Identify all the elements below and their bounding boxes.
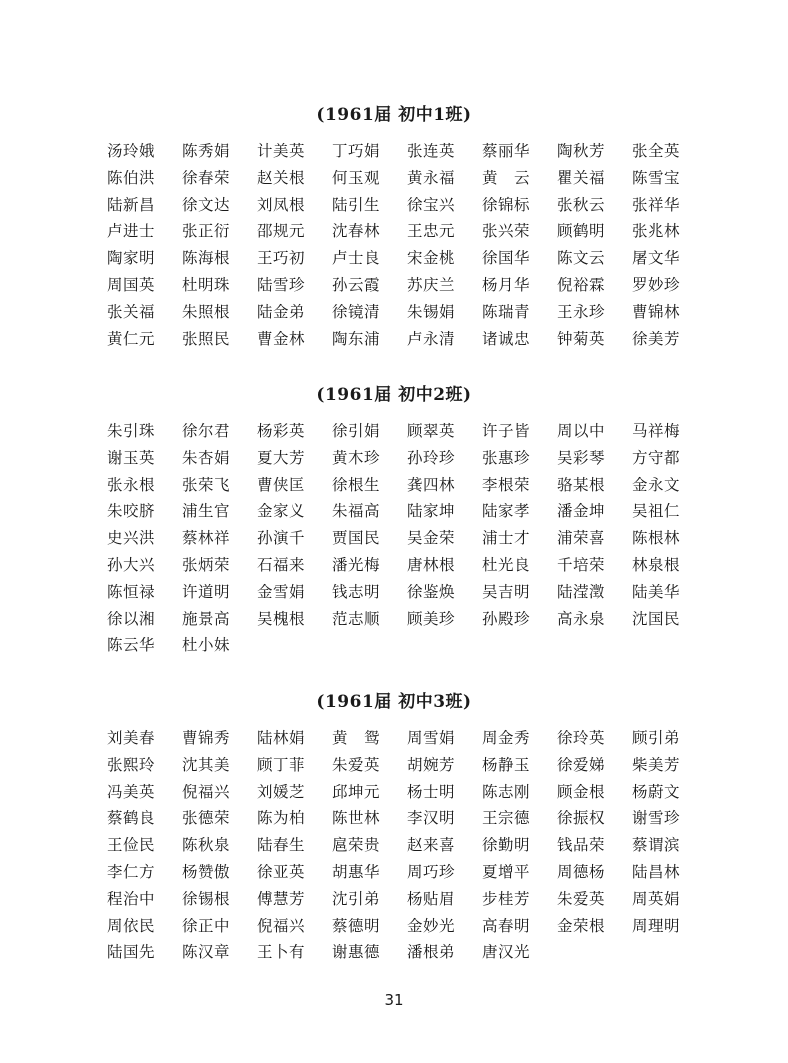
student-name: 吴彩琴 [557,448,606,467]
student-name: 张照民 [182,329,231,348]
student-name: 李根荣 [482,475,531,494]
name-row [107,632,707,659]
name-list-class-2 [107,418,707,659]
student-name: 顾翠英 [407,422,456,440]
student-name: 王忠元 [407,222,456,241]
student-name: 沈其美 [182,755,231,774]
student-name: 金妙光 [407,916,456,935]
student-name: 陆滢澂 [557,582,606,601]
student-name: 骆某根 [557,475,606,494]
student-name: 张德荣 [182,809,231,828]
student-name: 徐文达 [182,195,231,214]
name-row [107,299,707,326]
student-name: 邵规元 [257,222,306,241]
student-name: 宋金桃 [407,249,456,268]
student-name: 何玉观 [332,168,381,187]
section-title-class-3: (1961届 初中3班) [316,692,472,712]
student-name: 潘根弟 [407,943,456,962]
student-name: 张惠珍 [482,448,531,467]
student-name: 胡惠华 [332,862,381,881]
student-name: 曹锦林 [632,302,681,321]
student-name: 黄仁元 [107,329,156,348]
student-name: 徐根生 [332,475,381,494]
student-name: 金雪娟 [257,582,306,601]
student-name: 陆新昌 [107,195,156,214]
student-name: 张祥华 [632,195,681,214]
student-name: 张关福 [107,302,156,321]
student-name: 苏庆兰 [407,275,456,294]
student-name: 金家义 [257,502,306,521]
student-name: 徐锦标 [482,195,531,214]
section-title-class-1: (1961届 初中1班) [316,105,472,125]
student-name: 林泉根 [632,555,681,574]
student-name: 罗妙珍 [632,275,681,294]
student-name: 朱引珠 [107,422,156,440]
student-name: 周英娟 [632,889,681,908]
student-name: 吴槐根 [257,609,306,628]
name-row [107,418,707,445]
student-name: 潘金坤 [557,502,606,521]
student-name: 陶东浦 [332,329,381,348]
student-name: 范志顺 [332,609,381,628]
student-name: 徐以湘 [107,609,156,628]
student-name: 胡婉芳 [407,755,456,774]
student-name: 陆林娟 [257,729,306,747]
student-name: 施景高 [182,609,231,628]
name-row [107,805,707,832]
name-row [107,525,707,552]
student-name: 吴金荣 [407,529,456,548]
student-name: 陆引生 [332,195,381,214]
student-name: 邱坤元 [332,782,381,801]
student-name: 浦士才 [482,529,531,548]
student-name: 陈秋泉 [182,836,231,855]
student-name: 曹金林 [257,329,306,348]
student-name: 金永文 [632,475,681,494]
student-name: 顾鹤明 [557,222,606,241]
student-name: 李仁方 [107,862,156,881]
name-row [107,606,707,633]
student-name: 马祥梅 [632,422,681,440]
student-name: 石福来 [257,555,306,574]
name-row [107,245,707,272]
student-name: 夏增平 [482,862,531,881]
student-name: 陈瑞青 [482,302,531,321]
student-name: 计美英 [257,142,306,160]
name-row [107,218,707,245]
student-name: 张兴荣 [482,222,531,241]
name-row [107,579,707,606]
student-name: 浦荣喜 [557,529,606,548]
student-name: 沈国民 [632,609,681,628]
student-name: 陆雪珍 [257,275,306,294]
student-name: 吴吉明 [482,582,531,601]
student-name: 黄 云 [482,168,531,187]
student-name: 扈荣贵 [332,836,381,855]
student-name: 周金秀 [482,729,531,747]
student-name: 谢惠德 [332,943,381,962]
student-name: 朱爱英 [557,889,606,908]
student-name: 谢玉英 [107,448,156,467]
name-row [107,779,707,806]
student-name: 王俭民 [107,836,156,855]
name-row [107,725,707,752]
student-name: 杨赞傲 [182,862,231,881]
student-name: 张秋云 [557,195,606,214]
name-list-class-1 [107,138,707,352]
student-name: 钱品荣 [557,836,606,855]
student-name: 许道明 [182,582,231,601]
student-name: 张炳荣 [182,555,231,574]
student-name: 陆国先 [107,943,156,962]
student-name: 曹锦秀 [182,729,231,747]
student-name: 陆家坤 [407,502,456,521]
name-row [107,886,707,913]
student-name: 陈文云 [557,249,606,268]
student-name: 朱福高 [332,502,381,521]
student-name: 杨月华 [482,275,531,294]
student-name: 朱锡娟 [407,302,456,321]
student-name: 蔡德明 [332,916,381,935]
name-row [107,445,707,472]
student-name: 张熙玲 [107,755,156,774]
student-name: 徐宝兴 [407,195,456,214]
student-name: 陈云华 [107,636,156,655]
student-name: 浦生官 [182,502,231,521]
student-name: 钱志明 [332,582,381,601]
student-name: 倪裕霖 [557,275,606,294]
student-name: 千培荣 [557,555,606,574]
student-name: 蔡谓滨 [632,836,681,855]
student-name: 卢士良 [332,249,381,268]
student-name: 徐玲英 [557,729,606,747]
student-name: 杨彩英 [257,422,306,440]
name-row [107,752,707,779]
student-name: 陶秋芳 [557,142,606,160]
student-name: 孙云霞 [332,275,381,294]
student-name: 屠文华 [632,249,681,268]
student-name: 高永泉 [557,609,606,628]
student-name: 王巧初 [257,249,306,268]
student-name: 徐振权 [557,809,606,828]
student-name: 夏大芳 [257,448,306,467]
student-name: 徐爱娣 [557,755,606,774]
name-row [107,498,707,525]
student-name: 徐镜清 [332,302,381,321]
student-name: 沈春林 [332,222,381,241]
student-name: 陈汉章 [182,943,231,962]
name-row [107,859,707,886]
student-name: 杨贴眉 [407,889,456,908]
student-name: 陆昌林 [632,862,681,881]
student-name: 杨士明 [407,782,456,801]
page-number: 31 [384,991,404,1009]
student-name: 步桂芳 [482,889,531,908]
student-name: 徐亚英 [257,862,306,881]
student-name: 唐林根 [407,555,456,574]
student-name: 张永根 [107,475,156,494]
student-name: 周以中 [557,422,606,440]
student-name: 徐鉴焕 [407,582,456,601]
student-name: 丁巧娟 [332,142,381,160]
student-name: 李汉明 [407,809,456,828]
student-name: 王永珍 [557,302,606,321]
student-name: 顾金根 [557,782,606,801]
student-name: 张连英 [407,142,456,160]
student-name: 卢永清 [407,329,456,348]
name-row [107,272,707,299]
name-row [107,165,707,192]
name-row [107,472,707,499]
student-name: 许子皆 [482,422,531,440]
student-name: 倪福兴 [257,916,306,935]
student-name: 周巧珍 [407,862,456,881]
student-name: 朱爱英 [332,755,381,774]
student-name: 诸诚忠 [482,329,531,348]
student-name: 陈为柏 [257,809,306,828]
student-name: 傅慧芳 [257,889,306,908]
section-title-class-2: (1961届 初中2班) [316,385,472,405]
student-name: 王卜有 [257,943,306,962]
student-name: 陆美华 [632,582,681,601]
student-name: 顾引弟 [632,729,681,747]
student-name: 谢雪珍 [632,809,681,828]
student-name: 吴祖仁 [632,502,681,521]
name-row [107,138,707,165]
student-name: 陶家明 [107,249,156,268]
student-name: 孙大兴 [107,555,156,574]
student-name: 史兴洪 [107,529,156,548]
student-name: 唐汉光 [482,943,531,962]
student-name: 张兆林 [632,222,681,241]
student-name: 陈秀娟 [182,142,231,160]
student-name: 朱杏娟 [182,448,231,467]
student-name: 杜小妹 [182,636,231,655]
student-name: 程治中 [107,889,156,908]
student-name: 周依民 [107,916,156,935]
student-name: 杨蔚文 [632,782,681,801]
student-name: 刘美春 [107,729,156,747]
student-name: 黄 鸳 [332,729,381,747]
name-row [107,192,707,219]
student-name: 赵关根 [257,168,306,187]
student-name: 曹侠匡 [257,475,306,494]
student-name: 徐正中 [182,916,231,935]
student-name: 陈志刚 [482,782,531,801]
student-name: 杨静玉 [482,755,531,774]
student-name: 徐引娟 [332,422,381,440]
student-name: 张荣飞 [182,475,231,494]
student-name: 陈雪宝 [632,168,681,187]
student-name: 徐春荣 [182,168,231,187]
student-name: 王宗德 [482,809,531,828]
student-name: 冯美英 [107,782,156,801]
student-name: 高春明 [482,916,531,935]
student-name: 贾国民 [332,529,381,548]
student-name: 黄永福 [407,168,456,187]
student-name: 沈引弟 [332,889,381,908]
student-name: 柴美芳 [632,755,681,774]
student-name: 黄木珍 [332,448,381,467]
student-name: 朱咬脐 [107,502,156,521]
name-row [107,552,707,579]
student-name: 卢进士 [107,222,156,241]
student-name: 孙演千 [257,529,306,548]
student-name: 蔡林祥 [182,529,231,548]
student-name: 周雪娟 [407,729,456,747]
name-list-class-3 [107,725,707,966]
student-name: 徐尔君 [182,422,231,440]
student-name: 杜光良 [482,555,531,574]
student-name: 周德杨 [557,862,606,881]
student-name: 金荣根 [557,916,606,935]
student-name: 方守都 [632,448,681,467]
student-name: 刘凤根 [257,195,306,214]
student-name: 赵来喜 [407,836,456,855]
student-name: 陈世林 [332,809,381,828]
student-name: 徐国华 [482,249,531,268]
student-name: 陆春生 [257,836,306,855]
student-name: 刘媛芝 [257,782,306,801]
student-name: 张全英 [632,142,681,160]
student-name: 陈根林 [632,529,681,548]
student-name: 龚四林 [407,475,456,494]
student-name: 周理明 [632,916,681,935]
student-name: 蔡鹤良 [107,809,156,828]
student-name: 徐美芳 [632,329,681,348]
student-name: 周国英 [107,275,156,294]
student-name: 顾丁菲 [257,755,306,774]
student-name: 陈海根 [182,249,231,268]
student-name: 徐勤明 [482,836,531,855]
student-name: 朱照根 [182,302,231,321]
student-name: 孙玲珍 [407,448,456,467]
name-row [107,832,707,859]
name-row [107,939,707,966]
name-row [107,913,707,940]
student-name: 孙殿珍 [482,609,531,628]
student-name: 钟菊英 [557,329,606,348]
student-name: 倪福兴 [182,782,231,801]
student-name: 顾美珍 [407,609,456,628]
student-name: 张正衍 [182,222,231,241]
student-name: 陆金弟 [257,302,306,321]
student-name: 陈恒禄 [107,582,156,601]
student-name: 瞿关福 [557,168,606,187]
student-name: 陈伯洪 [107,168,156,187]
student-name: 徐锡根 [182,889,231,908]
student-name: 杜明珠 [182,275,231,294]
student-name: 陆家孝 [482,502,531,521]
name-row [107,326,707,353]
student-name: 蔡丽华 [482,142,531,160]
student-name: 潘光梅 [332,555,381,574]
student-name: 汤玲娥 [107,142,156,160]
